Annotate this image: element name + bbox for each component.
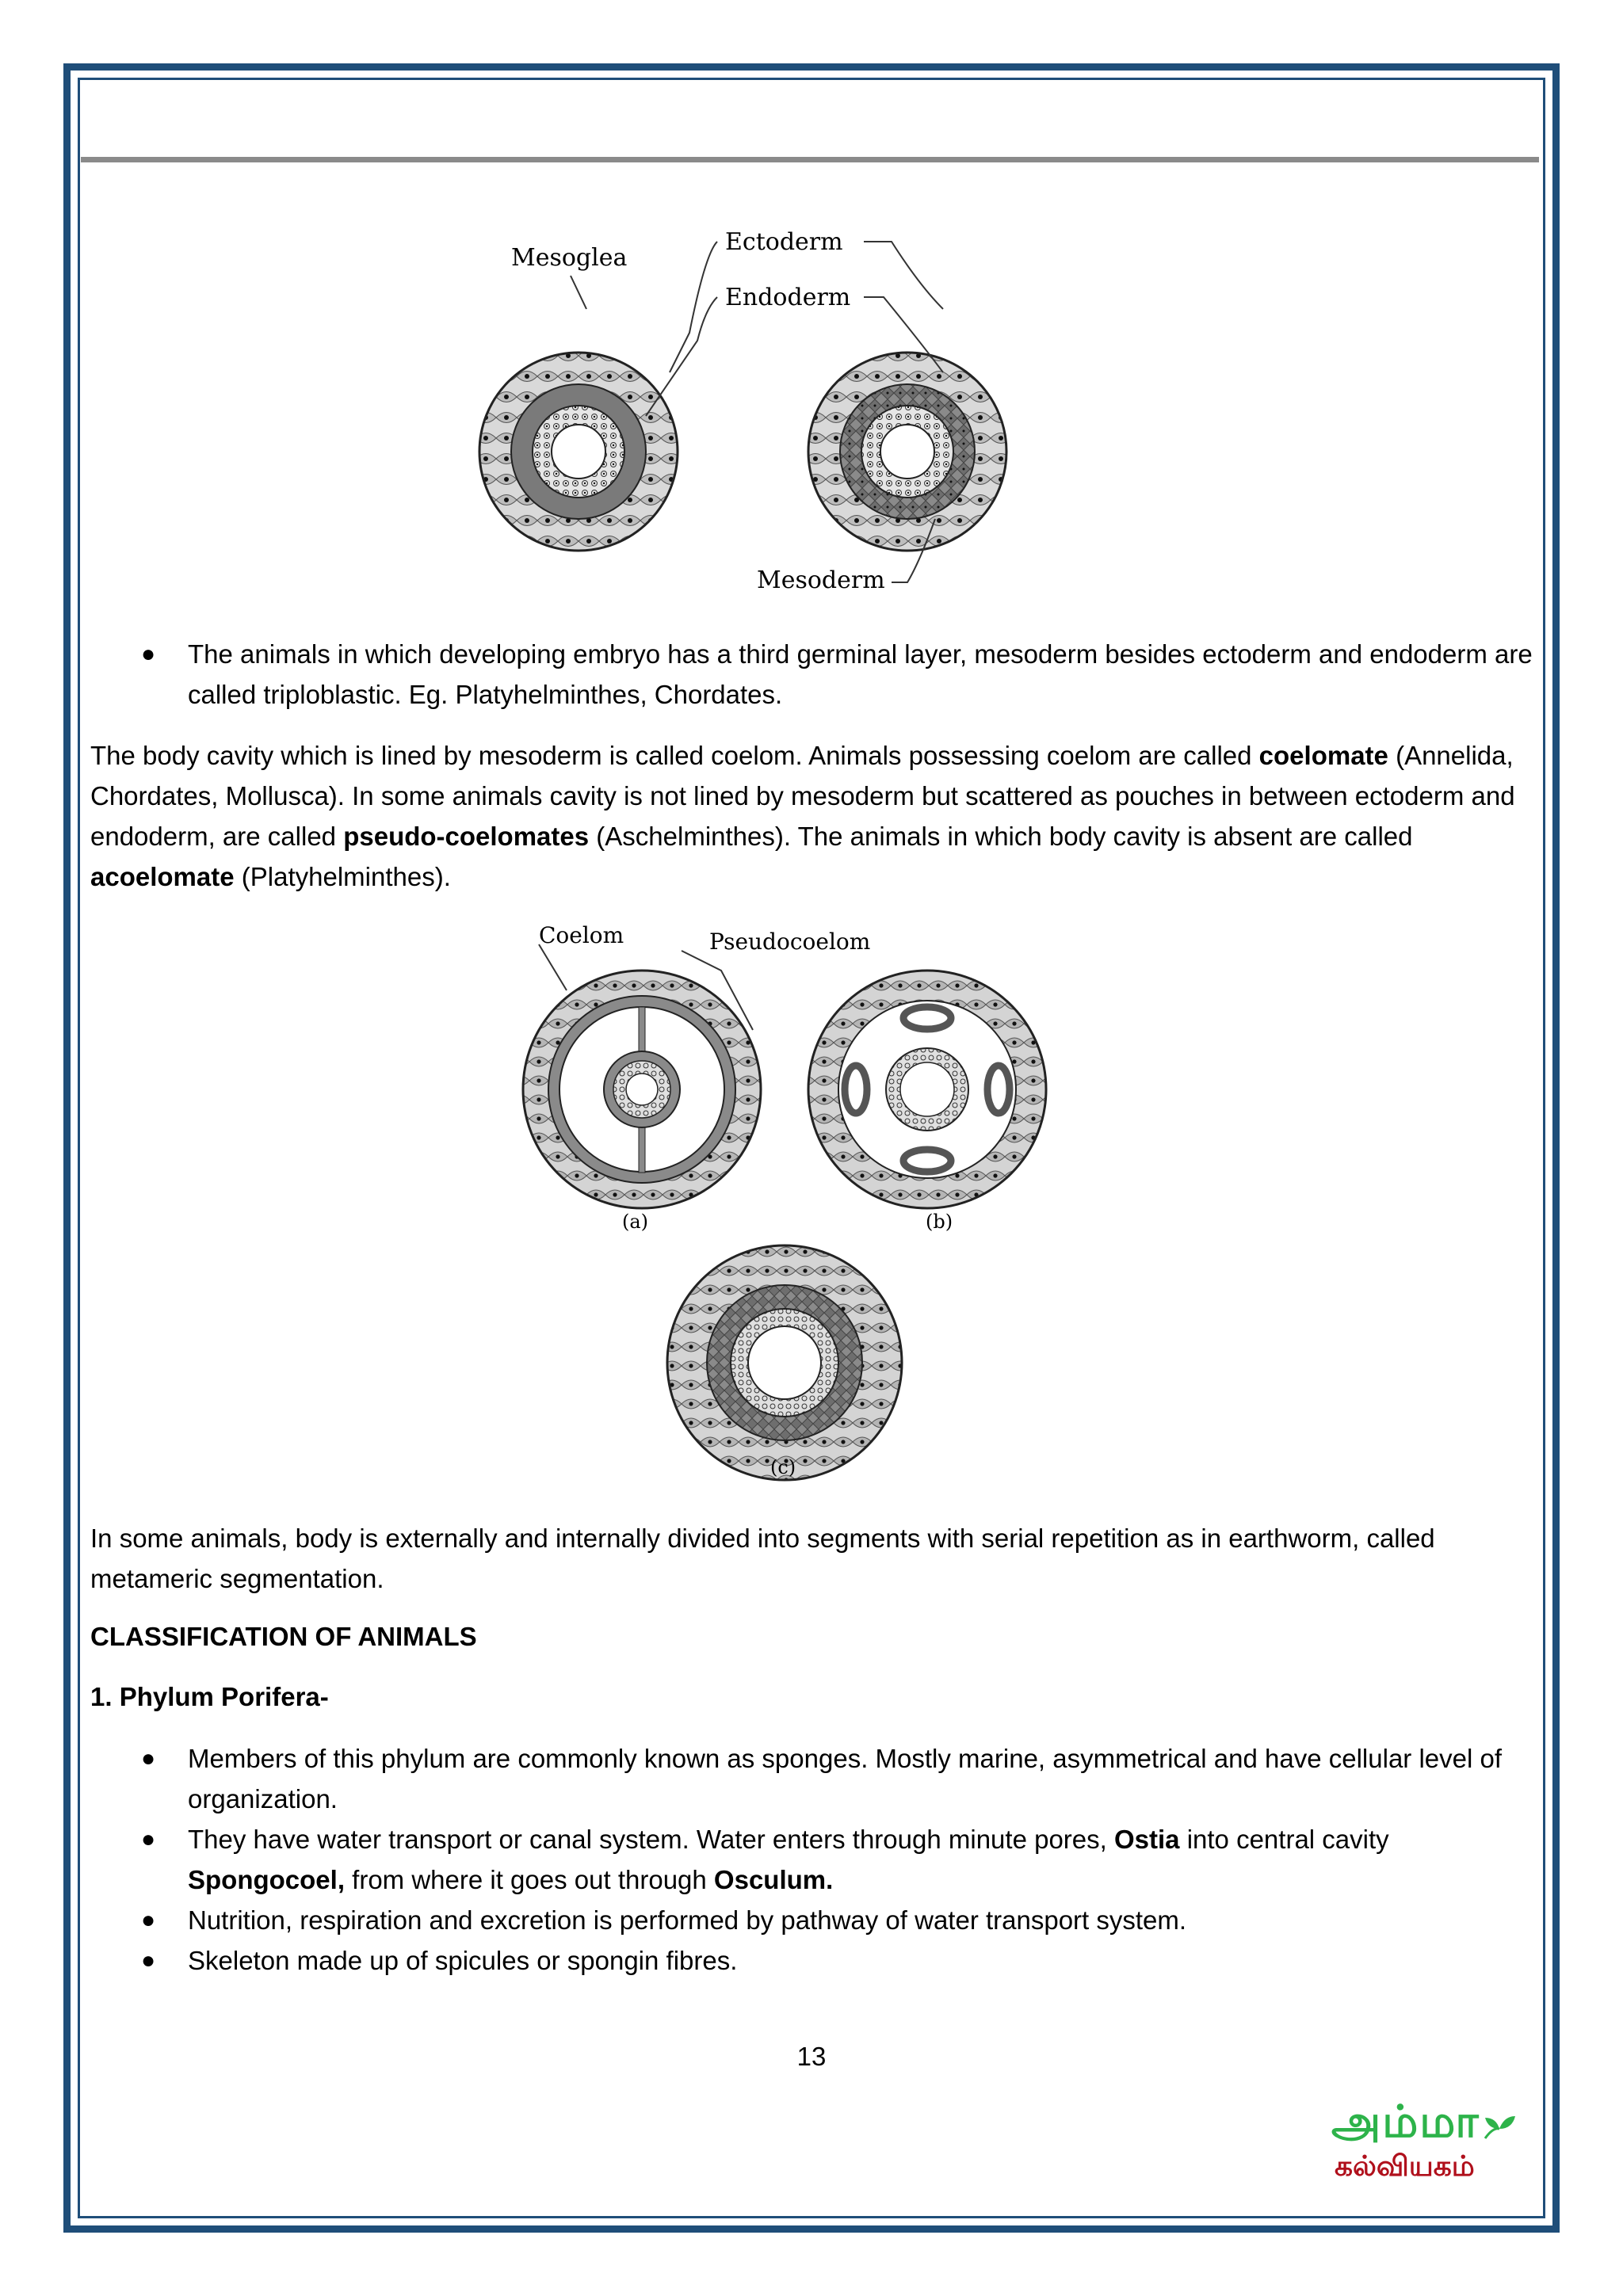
logo-text-bottom: கல்வியகம் [1335, 2149, 1475, 2182]
bullet-icon: ● [141, 1907, 156, 1933]
figure-label-a: (a) [622, 1211, 649, 1233]
diploblastic-section [479, 353, 678, 551]
coelom-label: Coelom [539, 922, 624, 948]
logo-text-top: அம்மா [1331, 2096, 1480, 2146]
mesoglea-label: Mesoglea [511, 244, 628, 272]
brand-logo [1331, 2096, 1522, 2199]
list-item: ● They have water transport or canal system. Water enters through minute pores, Ostia into central cavity Spongocoel, from where it goes out through Osculum. [90, 1819, 1533, 1900]
ectoderm-label: Ectoderm [725, 228, 843, 256]
endoderm-label: Endoderm [725, 284, 851, 311]
pseudocoelom-label: Pseudocoelom [709, 929, 871, 955]
header-rule [81, 157, 1539, 162]
body-cavity-figure [491, 919, 1094, 1489]
list-item: ● The animals in which developing embryo has a third germinal layer, mesoderm besides ectoderm and endoderm are called triploblastic. Eg. Platyhelminthes, Chordates. [90, 634, 1533, 715]
mesoderm-label: Mesoderm [757, 566, 885, 594]
germ-layers-figure [475, 222, 1149, 594]
leaf-icon [1482, 2113, 1517, 2142]
triploblastic-section [808, 353, 1006, 551]
figure-label-c: (c) [770, 1456, 796, 1478]
list-item: ● Skeleton made up of spicules or spongin fibres. [90, 1940, 1533, 1981]
bullet-icon: ● [141, 1947, 156, 1974]
classification-heading: CLASSIFICATION OF ANIMALS [90, 1622, 477, 1651]
coelom-paragraph: The body cavity which is lined by mesoderm is called coelom. Animals possessing coelom are called coelomate (Annelida, Chordates, Mollusca). In some animals cavity is not lined by mesoderm but scattered as pouches in between ectoderm and endoderm, are called pseudo-coelomates (Aschelminthes). The animals in which body cavity is absent are called acoelomate (Platyhelminthes). [90, 741, 1515, 891]
bullet-icon: ● [141, 641, 156, 667]
segmentation-paragraph: In some animals, body is externally and internally divided into segments with serial repetition as in earthworm, called metameric segmentation. [90, 1524, 1435, 1593]
list-item: ● Nutrition, respiration and excretion is performed by pathway of water transport system. [90, 1900, 1533, 1940]
coelomate-section [523, 971, 761, 1208]
porifera-bullet-list [90, 1738, 1533, 1981]
acoelomate-section [667, 1245, 902, 1480]
bullet-icon: ● [141, 1826, 156, 1852]
porifera-heading: 1. Phylum Porifera- [90, 1682, 329, 1711]
triploblastic-bullet-list [90, 634, 1533, 715]
figure-label-b: (b) [926, 1211, 953, 1233]
pseudocoelomate-section [808, 971, 1046, 1208]
bullet-icon: ● [141, 1745, 156, 1772]
page-number: 13 [796, 2042, 827, 2071]
list-item: ● Members of this phylum are commonly known as sponges. Mostly marine, asymmetrical and have cellular level of organization. [90, 1738, 1533, 1819]
